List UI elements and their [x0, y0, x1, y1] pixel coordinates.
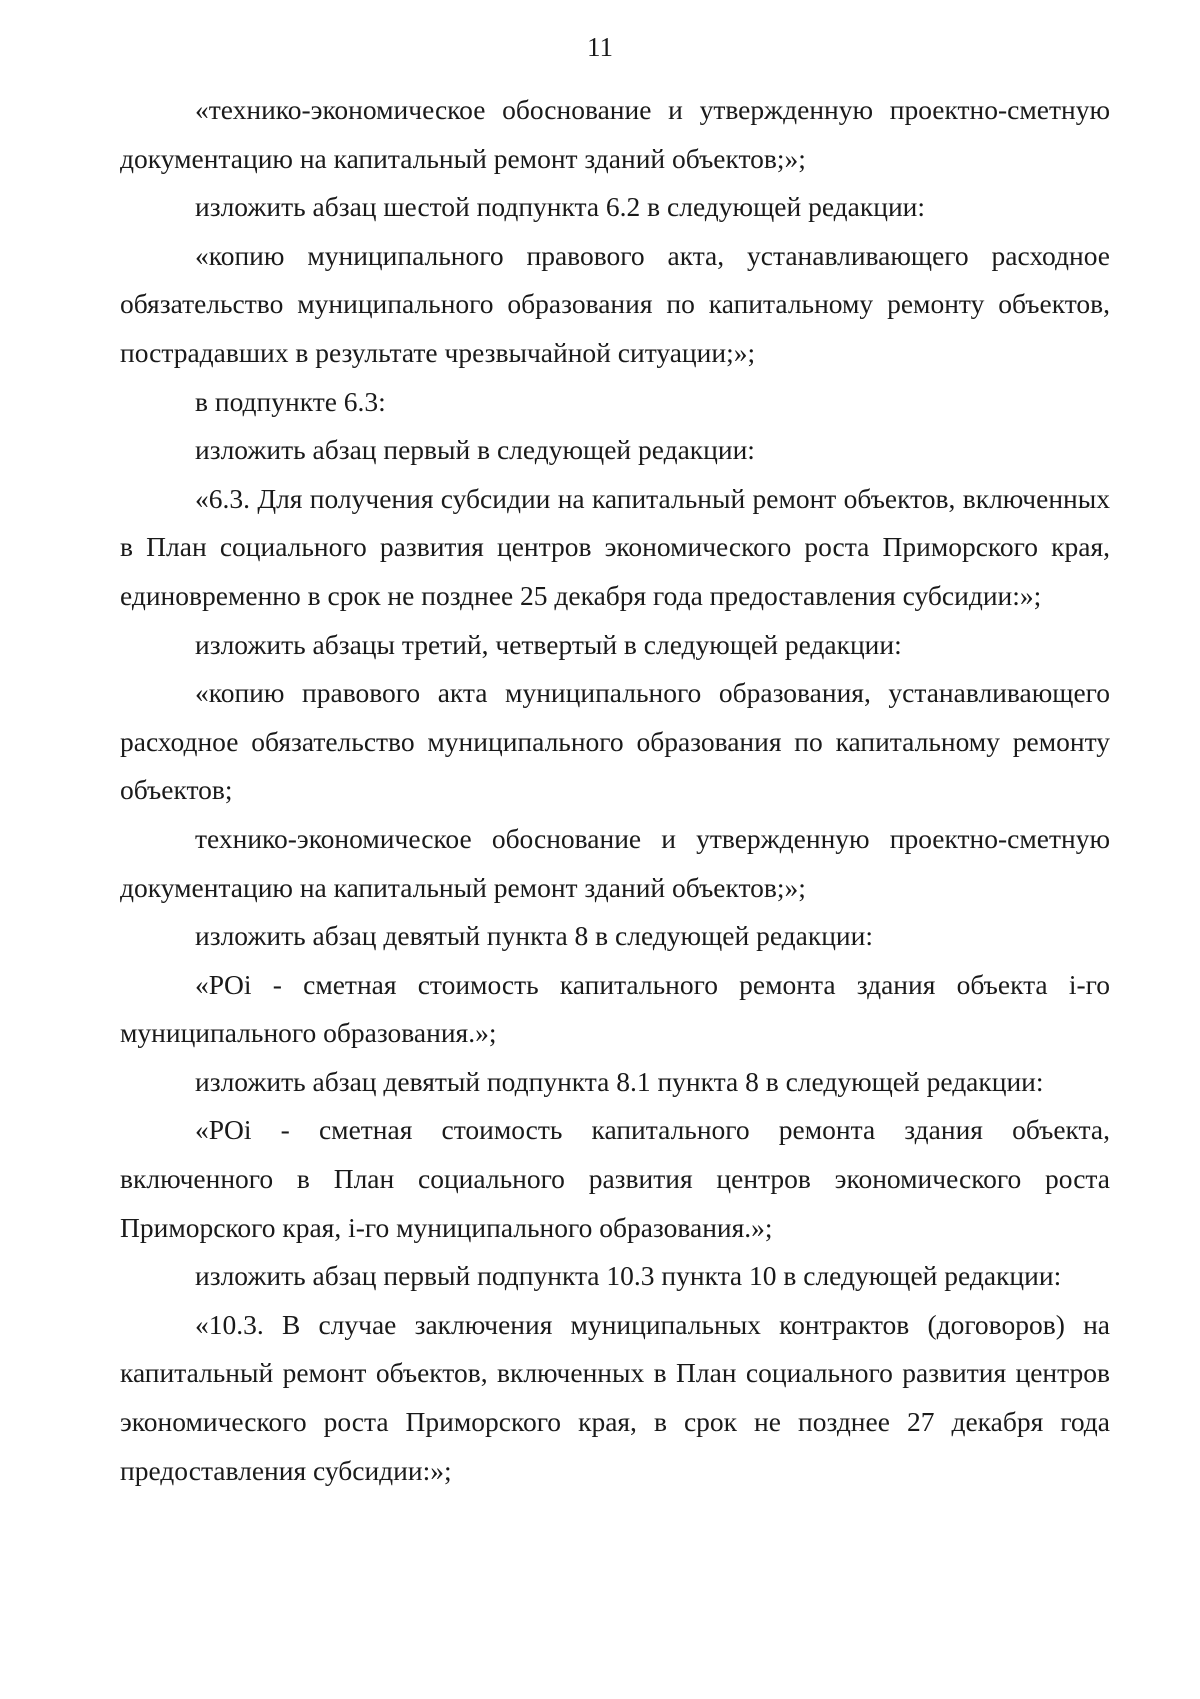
paragraph: изложить абзацы третий, четвертый в следующей редакции: [195, 628, 902, 660]
paragraph: изложить абзац первый в следующей редакции: [195, 434, 755, 466]
paragraph: изложить абзац первый подпункта 10.3 пункта 10 в следующей редакции: [195, 1260, 1062, 1292]
paragraph: «6.3. Для получения субсидии на капитальный ремонт объектов, включенных в План социального развития центров экономического роста Приморского края, единовременно в срок не позднее 25 декабря года предоставления субсидии:»; [120, 482, 1110, 611]
paragraph: «10.3. В случае заключения муниципальных контрактов (договоров) на капитальный ремонт объектов, включенных в План социального развития центров экономического роста Приморского края, в срок не позднее 27 декабря года предоставления субсидии:»; [120, 1308, 1110, 1486]
document-body [120, 86, 1110, 1495]
paragraph: изложить абзац девятый подпункта 8.1 пункта 8 в следующей редакции: [195, 1065, 1044, 1097]
paragraph: в подпункте 6.3: [195, 385, 386, 417]
paragraph: «POi - сметная стоимость капитального ремонта здания объекта i-го муниципального образования.»; [120, 968, 1110, 1049]
paragraph: изложить абзац шестой подпункта 6.2 в следующей редакции: [195, 191, 926, 223]
paragraph: «технико-экономическое обоснование и утвержденную проектно-сметную документацию на капитальный ремонт зданий объектов;»; [120, 94, 1110, 174]
page-number: 11 [587, 32, 613, 62]
paragraph: «POi - сметная стоимость капитального ремонта здания объекта, включенного в План социального развития центров экономического роста Приморского края, i-го муниципального образования.»; [120, 1114, 1110, 1243]
paragraph: «копию правового акта муниципального образования, устанавливающего расходное обязательство муниципального образования по капитальному ремонту объектов; [120, 677, 1110, 806]
paragraph: «копию муниципального правового акта, устанавливающего расходное обязательство муниципального образования по капитальному ремонту объектов, пострадавших в результате чрезвычайной ситуации;»; [120, 239, 1110, 368]
paragraph: технико-экономическое обоснование и утвержденную проектно-сметную документацию на капитальный ремонт зданий объектов;»; [120, 822, 1110, 903]
paragraph: изложить абзац девятый пункта 8 в следующей редакции: [195, 920, 874, 952]
